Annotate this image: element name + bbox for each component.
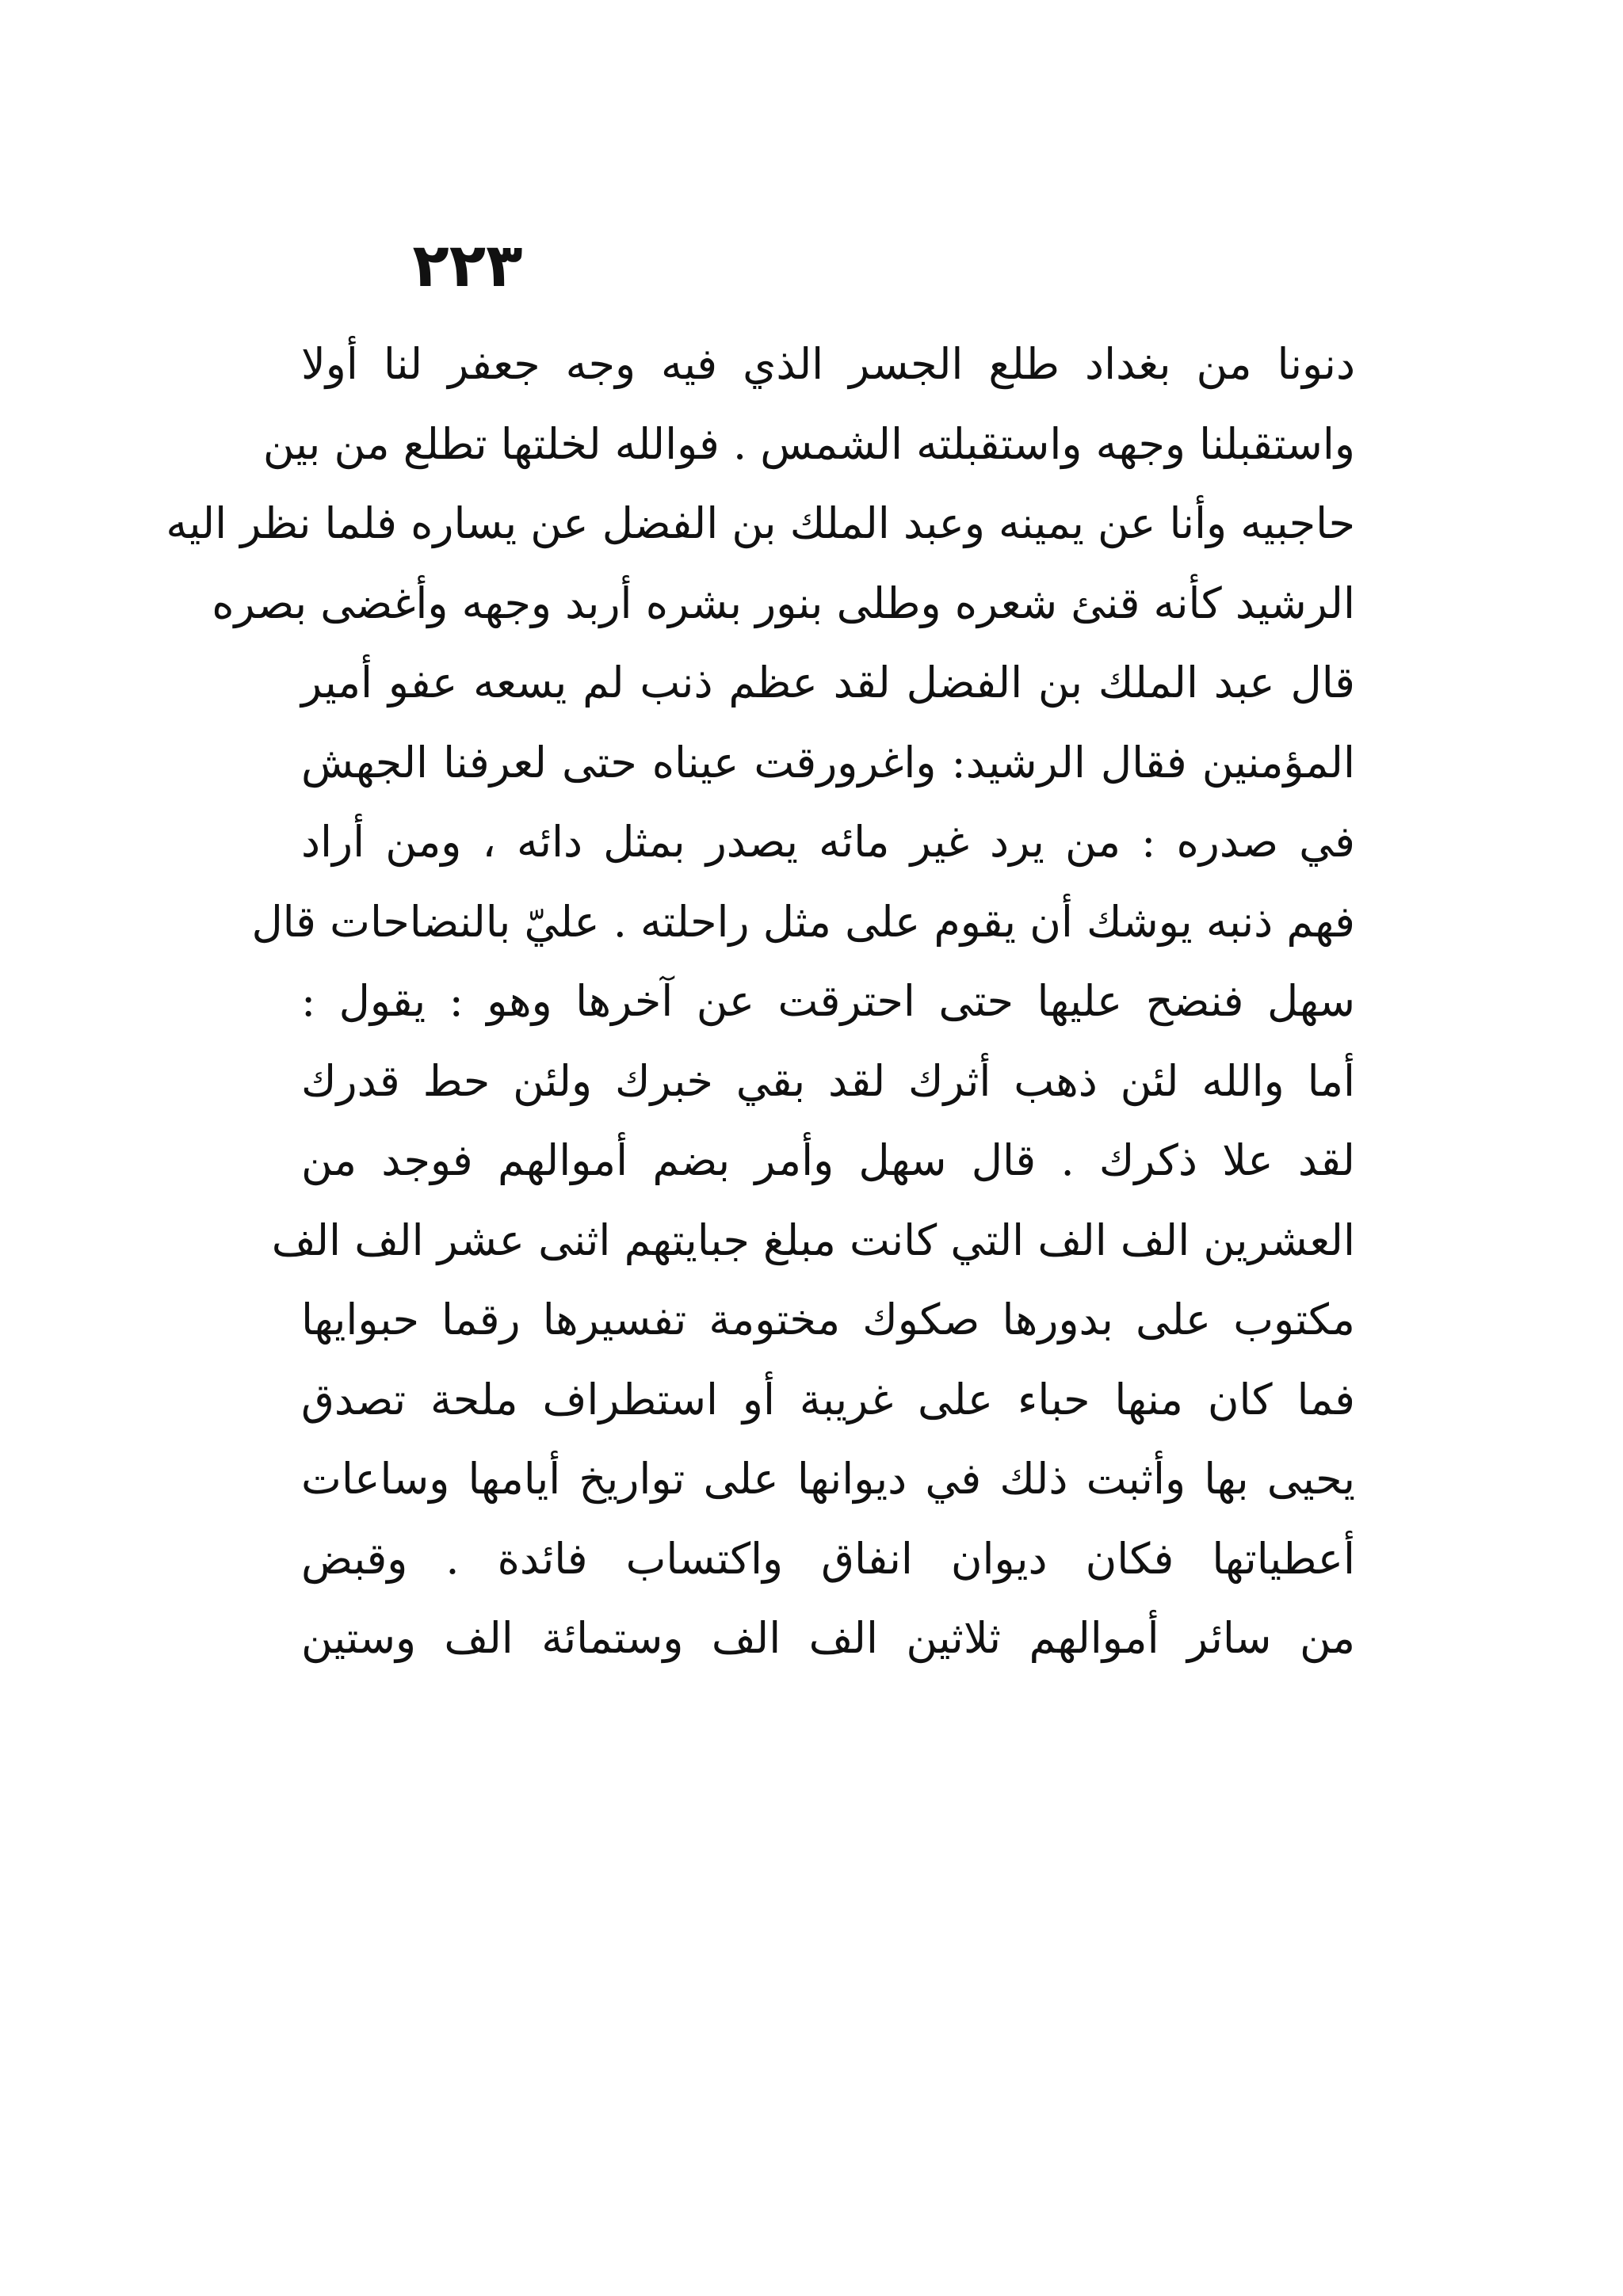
text-line-8: فهم ذنبه يوشك أن يقوم على مثل راحلته . عليّ بالنضاحات قال <box>251 896 1355 947</box>
text-line-5: قال عبد الملك بن الفضل لقد عظم ذنب لم يسعه عفو أمير <box>301 658 1355 707</box>
text-line-14: فما كان منها حباء على غريبة أو استطراف ملحة تصدق <box>301 1374 1355 1425</box>
text-line-1: دنونا من بغداد طلع الجسر الذي فيه وجه جعفر لنا أولا <box>301 339 1355 389</box>
text-line-2: واستقبلنا وجهه واستقبلته الشمس . فوالله لخلتها تطلع من بين <box>262 418 1355 469</box>
text-line-10: أما والله لئن ذهب أثرك لقد بقي خبرك ولئن حط قدرك <box>301 1055 1355 1106</box>
text-line-12: العشرين الف الف التي كانت مبلغ جبايتهم اثنى عشر الف الف <box>271 1215 1355 1265</box>
text-line-13: مكتوب على بدورها صكوك مختومة تفسيرها رقما حبوايها <box>301 1295 1355 1344</box>
text-line-11: لقد علا ذكرك . قال سهل وأمر بضم أموالهم فوجد من <box>301 1135 1355 1185</box>
text-line-7: في صدره : من يرد غير مائه يصدر بمثل دائه ، ومن أراد <box>301 817 1355 867</box>
text-line-3: حاجبيه وأنا عن يمينه وعبد الملك بن الفضل عن يساره فلما نظر اليه <box>166 498 1355 548</box>
text-line-9: سهل فنضح عليها حتى احترقت عن آخرها وهو : يقول : <box>301 976 1355 1026</box>
page-number: ٢٢٣ <box>412 230 523 300</box>
text-line-6: المؤمنين فقال الرشيد: واغرورقت عيناه حتى لعرفنا الجهش <box>301 737 1355 788</box>
text-line-4: الرشيد كأنه قنئ شعره وطلى بنور بشره أربد وجهه وأغضى بصره <box>212 578 1355 628</box>
body-text <box>166 325 1355 1679</box>
text-line-16: أعطياتها فكان ديوان انفاق واكتساب فائدة . وقبض <box>301 1533 1355 1584</box>
text-line-15: يحيى بها وأثبت ذلك في ديوانها على تواريخ أيامها وساعات <box>301 1454 1355 1504</box>
text-line-17: من سائر أموالهم ثلاثين الف الف وستمائة الف وستين <box>301 1613 1355 1663</box>
